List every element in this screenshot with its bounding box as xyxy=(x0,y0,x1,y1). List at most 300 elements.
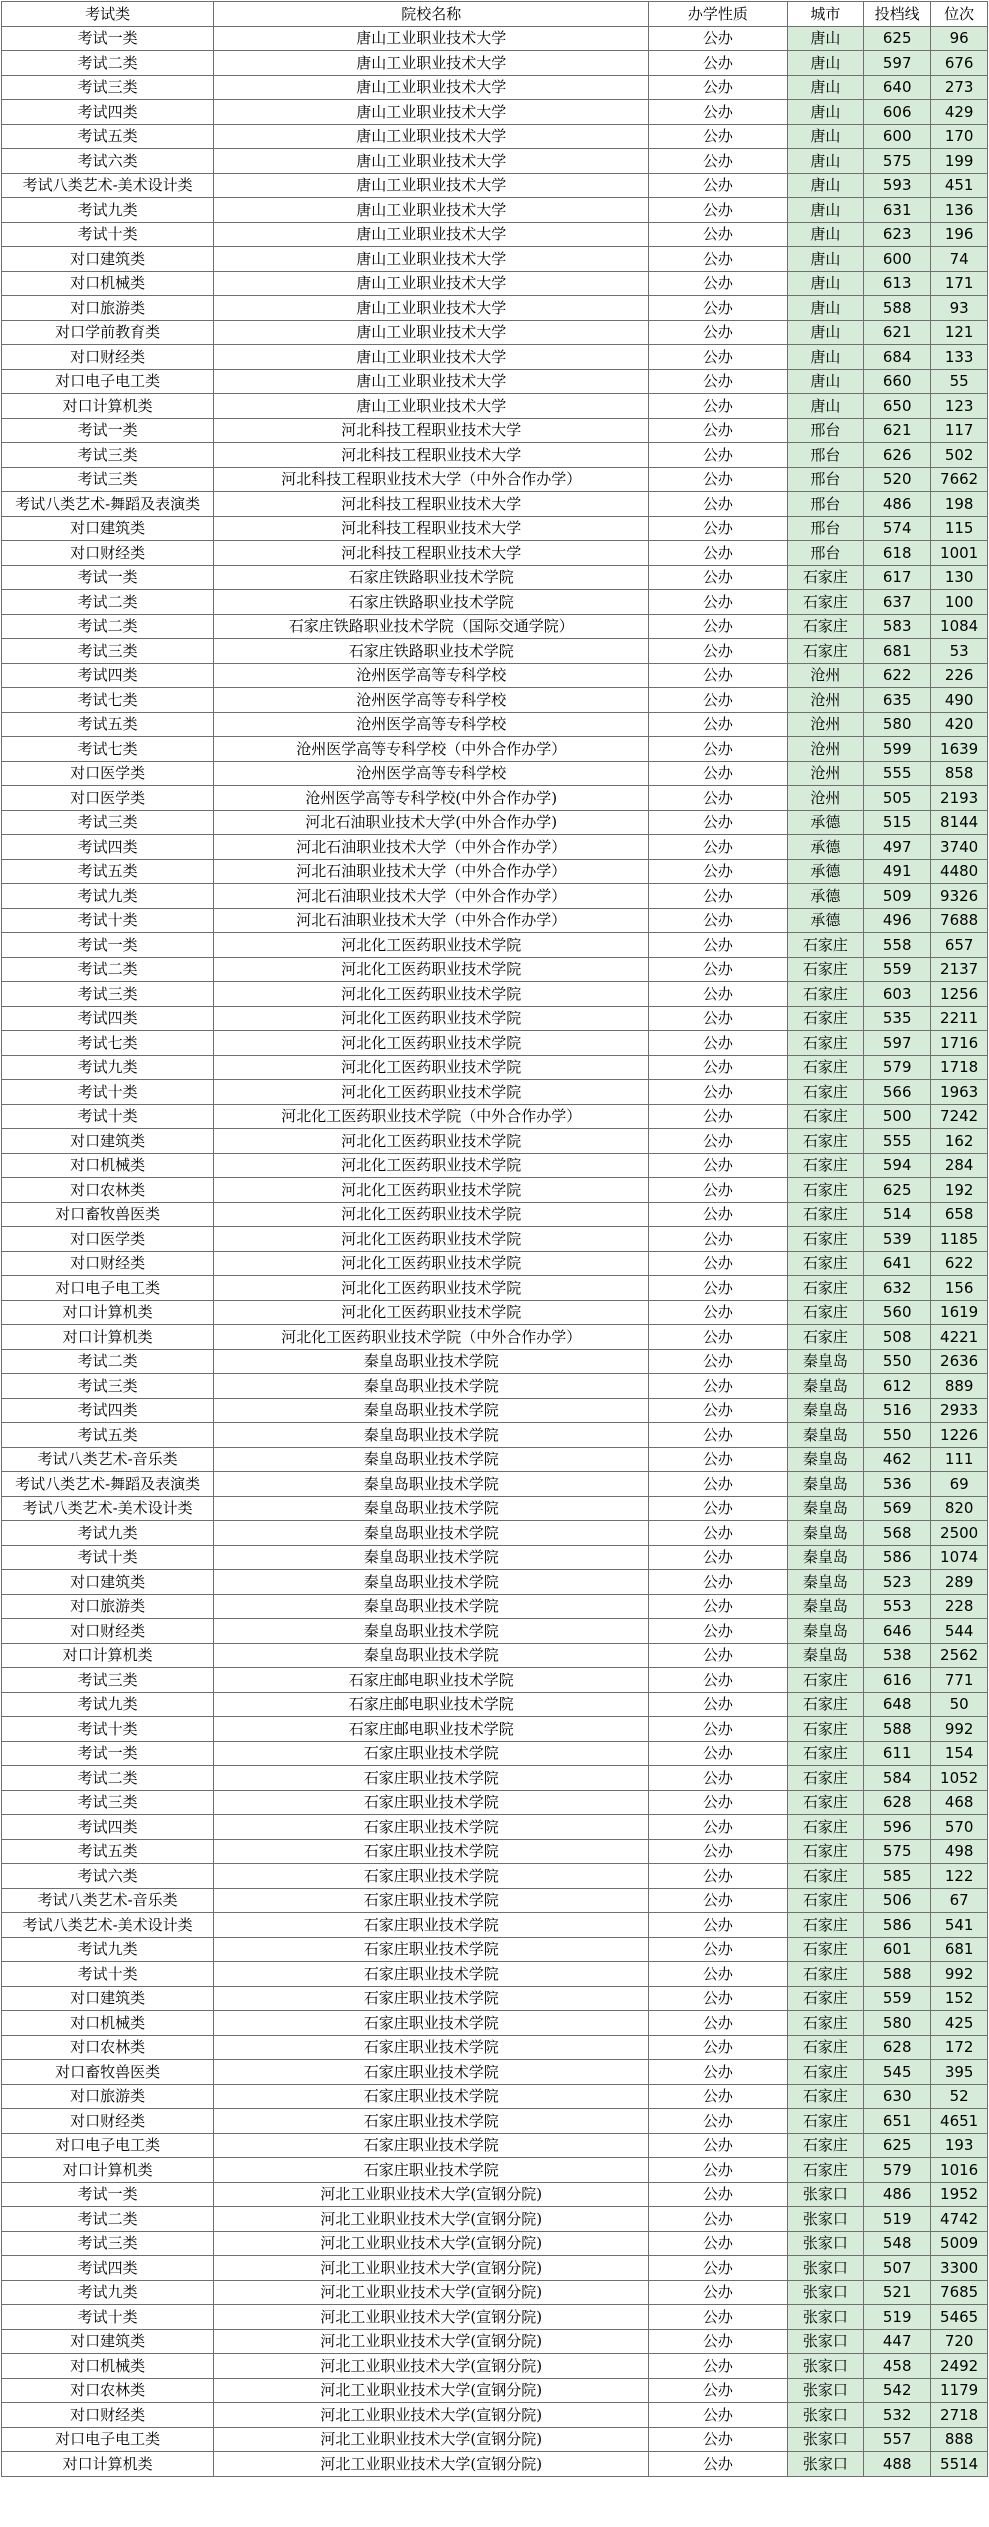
rank-cell: 152 xyxy=(931,1986,988,2011)
school-name-cell: 唐山工业职业技术大学 xyxy=(214,26,649,51)
admission-score-cell: 599 xyxy=(864,737,931,762)
exam-category-cell: 对口机械类 xyxy=(2,2011,214,2036)
school-type-cell: 公办 xyxy=(649,1447,787,1472)
school-type-cell: 公办 xyxy=(649,1423,787,1448)
school-type-cell: 公办 xyxy=(649,467,787,492)
table-row xyxy=(2,2133,988,2158)
city-cell: 石家庄 xyxy=(787,2060,863,2085)
school-type-cell: 公办 xyxy=(649,2158,787,2183)
school-name-cell: 河北工业职业技术大学(宣钢分院) xyxy=(214,2182,649,2207)
school-type-cell: 公办 xyxy=(649,835,787,860)
admission-score-cell: 553 xyxy=(864,1594,931,1619)
exam-category-cell: 对口电子电工类 xyxy=(2,369,214,394)
school-type-cell: 公办 xyxy=(649,1251,787,1276)
exam-category-cell: 对口畜牧兽医类 xyxy=(2,2060,214,2085)
school-name-cell: 河北化工医药职业技术学院 xyxy=(214,1080,649,1105)
city-cell: 石家庄 xyxy=(787,1325,863,1350)
school-name-cell: 唐山工业职业技术大学 xyxy=(214,51,649,76)
table-row xyxy=(2,149,988,174)
rank-cell: 420 xyxy=(931,712,988,737)
school-type-cell: 公办 xyxy=(649,1962,787,1987)
school-type-cell: 公办 xyxy=(649,2403,787,2428)
rank-cell: 541 xyxy=(931,1913,988,1938)
rank-cell: 284 xyxy=(931,1153,988,1178)
table-row xyxy=(2,1374,988,1399)
admission-score-cell: 519 xyxy=(864,2207,931,2232)
table-row xyxy=(2,1692,988,1717)
city-cell: 秦皇岛 xyxy=(787,1570,863,1595)
rank-cell: 192 xyxy=(931,1178,988,1203)
school-type-cell: 公办 xyxy=(649,1594,787,1619)
school-name-cell: 河北化工医药职业技术学院 xyxy=(214,1055,649,1080)
school-name-cell: 沧州医学高等专科学校 xyxy=(214,663,649,688)
school-name-cell: 河北科技工程职业技术大学（中外合作办学） xyxy=(214,467,649,492)
rank-cell: 8144 xyxy=(931,810,988,835)
school-name-cell: 秦皇岛职业技术学院 xyxy=(214,1570,649,1595)
exam-category-cell: 对口建筑类 xyxy=(2,1986,214,2011)
admission-score-cell: 600 xyxy=(864,124,931,149)
admission-score-cell: 628 xyxy=(864,2035,931,2060)
school-name-cell: 河北石油职业技术大学(中外合作办学) xyxy=(214,810,649,835)
school-name-cell: 唐山工业职业技术大学 xyxy=(214,345,649,370)
rank-cell: 1619 xyxy=(931,1300,988,1325)
table-row xyxy=(2,2158,988,2183)
rank-cell: 156 xyxy=(931,1276,988,1301)
admission-score-cell: 516 xyxy=(864,1398,931,1423)
admission-score-cell: 651 xyxy=(864,2109,931,2134)
rank-cell: 544 xyxy=(931,1619,988,1644)
table-row xyxy=(2,884,988,909)
school-name-cell: 石家庄职业技术学院 xyxy=(214,1839,649,1864)
admission-score-cell: 635 xyxy=(864,688,931,713)
table-row xyxy=(2,2109,988,2134)
city-cell: 石家庄 xyxy=(787,2109,863,2134)
school-name-cell: 唐山工业职业技术大学 xyxy=(214,124,649,149)
school-name-cell: 沧州医学高等专科学校(中外合作办学) xyxy=(214,786,649,811)
city-cell: 石家庄 xyxy=(787,2158,863,2183)
school-name-cell: 河北化工医药职业技术学院 xyxy=(214,1153,649,1178)
exam-category-cell: 考试一类 xyxy=(2,2182,214,2207)
city-cell: 沧州 xyxy=(787,712,863,737)
table-row xyxy=(2,1153,988,1178)
school-name-cell: 秦皇岛职业技术学院 xyxy=(214,1472,649,1497)
school-type-cell: 公办 xyxy=(649,394,787,419)
admission-score-cell: 650 xyxy=(864,394,931,419)
rank-cell: 3300 xyxy=(931,2256,988,2281)
school-type-cell: 公办 xyxy=(649,1178,787,1203)
exam-category-cell: 对口学前教育类 xyxy=(2,320,214,345)
school-type-cell: 公办 xyxy=(649,1349,787,1374)
school-name-cell: 石家庄职业技术学院 xyxy=(214,2011,649,2036)
admission-score-cell: 648 xyxy=(864,1692,931,1717)
rank-cell: 992 xyxy=(931,1717,988,1742)
city-cell: 秦皇岛 xyxy=(787,1374,863,1399)
rank-cell: 136 xyxy=(931,198,988,223)
exam-category-cell: 对口财经类 xyxy=(2,1251,214,1276)
school-name-cell: 石家庄职业技术学院 xyxy=(214,1937,649,1962)
school-type-cell: 公办 xyxy=(649,712,787,737)
table-row xyxy=(2,124,988,149)
header-exam-category: 考试类 xyxy=(2,2,214,27)
school-name-cell: 河北工业职业技术大学(宣钢分院) xyxy=(214,2378,649,2403)
exam-category-cell: 对口计算机类 xyxy=(2,1300,214,1325)
city-cell: 石家庄 xyxy=(787,1937,863,1962)
school-type-cell: 公办 xyxy=(649,320,787,345)
rank-cell: 53 xyxy=(931,639,988,664)
admission-score-cell: 597 xyxy=(864,1031,931,1056)
admission-score-cell: 539 xyxy=(864,1227,931,1252)
admission-score-cell: 507 xyxy=(864,2256,931,2281)
admission-score-cell: 593 xyxy=(864,173,931,198)
exam-category-cell: 考试一类 xyxy=(2,418,214,443)
rank-cell: 67 xyxy=(931,1888,988,1913)
school-type-cell: 公办 xyxy=(649,1766,787,1791)
admission-score-cell: 519 xyxy=(864,2305,931,2330)
rank-cell: 5514 xyxy=(931,2452,988,2477)
table-row xyxy=(2,2231,988,2256)
table-row xyxy=(2,1325,988,1350)
rank-cell: 992 xyxy=(931,1962,988,1987)
table-row xyxy=(2,2256,988,2281)
rank-cell: 123 xyxy=(931,394,988,419)
city-cell: 石家庄 xyxy=(787,565,863,590)
city-cell: 石家庄 xyxy=(787,933,863,958)
admission-score-cell: 622 xyxy=(864,663,931,688)
school-type-cell: 公办 xyxy=(649,1153,787,1178)
admission-score-cell: 545 xyxy=(864,2060,931,2085)
city-cell: 张家口 xyxy=(787,2403,863,2428)
table-row xyxy=(2,2060,988,2085)
exam-category-cell: 考试八类艺术-美术设计类 xyxy=(2,1913,214,1938)
exam-category-cell: 考试三类 xyxy=(2,982,214,1007)
exam-category-cell: 考试九类 xyxy=(2,884,214,909)
rank-cell: 198 xyxy=(931,492,988,517)
school-name-cell: 沧州医学高等专科学校 xyxy=(214,761,649,786)
table-row xyxy=(2,541,988,566)
admission-score-cell: 630 xyxy=(864,2084,931,2109)
table-row xyxy=(2,810,988,835)
table-row xyxy=(2,100,988,125)
exam-category-cell: 考试五类 xyxy=(2,1839,214,1864)
admission-score-cell: 486 xyxy=(864,492,931,517)
school-name-cell: 石家庄铁路职业技术学院 xyxy=(214,639,649,664)
rank-cell: 1952 xyxy=(931,2182,988,2207)
school-type-cell: 公办 xyxy=(649,1006,787,1031)
rank-cell: 7685 xyxy=(931,2280,988,2305)
city-cell: 秦皇岛 xyxy=(787,1447,863,1472)
school-type-cell: 公办 xyxy=(649,663,787,688)
city-cell: 承德 xyxy=(787,810,863,835)
school-name-cell: 石家庄职业技术学院 xyxy=(214,2060,649,2085)
school-type-cell: 公办 xyxy=(649,2182,787,2207)
admission-score-cell: 646 xyxy=(864,1619,931,1644)
admission-score-cell: 569 xyxy=(864,1496,931,1521)
exam-category-cell: 考试十类 xyxy=(2,1717,214,1742)
admission-score-cell: 606 xyxy=(864,100,931,125)
school-name-cell: 沧州医学高等专科学校 xyxy=(214,712,649,737)
rank-cell: 888 xyxy=(931,2427,988,2452)
exam-category-cell: 考试六类 xyxy=(2,1864,214,1889)
rank-cell: 154 xyxy=(931,1741,988,1766)
admission-score-cell: 621 xyxy=(864,320,931,345)
exam-category-cell: 考试十类 xyxy=(2,908,214,933)
table-row xyxy=(2,2084,988,2109)
city-cell: 石家庄 xyxy=(787,1276,863,1301)
school-type-cell: 公办 xyxy=(649,296,787,321)
admission-score-cell: 594 xyxy=(864,1153,931,1178)
school-type-cell: 公办 xyxy=(649,1717,787,1742)
rank-cell: 172 xyxy=(931,2035,988,2060)
exam-category-cell: 考试九类 xyxy=(2,1692,214,1717)
school-name-cell: 石家庄职业技术学院 xyxy=(214,1962,649,1987)
rank-cell: 4221 xyxy=(931,1325,988,1350)
admission-score-cell: 488 xyxy=(864,2452,931,2477)
school-type-cell: 公办 xyxy=(649,1227,787,1252)
header-rank: 位次 xyxy=(931,2,988,27)
admission-score-cell: 623 xyxy=(864,222,931,247)
exam-category-cell: 考试二类 xyxy=(2,614,214,639)
school-type-cell: 公办 xyxy=(649,2305,787,2330)
table-row xyxy=(2,590,988,615)
table-row xyxy=(2,345,988,370)
school-name-cell: 秦皇岛职业技术学院 xyxy=(214,1398,649,1423)
school-type-cell: 公办 xyxy=(649,2084,787,2109)
rank-cell: 658 xyxy=(931,1202,988,1227)
city-cell: 唐山 xyxy=(787,124,863,149)
admission-score-cell: 566 xyxy=(864,1080,931,1105)
admission-score-cell: 521 xyxy=(864,2280,931,2305)
admission-score-cell: 536 xyxy=(864,1472,931,1497)
rank-cell: 1074 xyxy=(931,1545,988,1570)
exam-category-cell: 考试八类艺术-美术设计类 xyxy=(2,173,214,198)
school-name-cell: 河北科技工程职业技术大学 xyxy=(214,443,649,468)
table-row xyxy=(2,247,988,272)
city-cell: 秦皇岛 xyxy=(787,1619,863,1644)
rank-cell: 889 xyxy=(931,1374,988,1399)
exam-category-cell: 考试六类 xyxy=(2,149,214,174)
school-name-cell: 河北工业职业技术大学(宣钢分院) xyxy=(214,2305,649,2330)
city-cell: 石家庄 xyxy=(787,1692,863,1717)
table-row xyxy=(2,394,988,419)
city-cell: 石家庄 xyxy=(787,1202,863,1227)
rank-cell: 1639 xyxy=(931,737,988,762)
school-type-cell: 公办 xyxy=(649,639,787,664)
city-cell: 唐山 xyxy=(787,51,863,76)
school-name-cell: 唐山工业职业技术大学 xyxy=(214,247,649,272)
table-row xyxy=(2,418,988,443)
rank-cell: 468 xyxy=(931,1790,988,1815)
school-type-cell: 公办 xyxy=(649,369,787,394)
header-school-name: 院校名称 xyxy=(214,2,649,27)
admission-score-cell: 520 xyxy=(864,467,931,492)
city-cell: 唐山 xyxy=(787,394,863,419)
admission-score-cell: 560 xyxy=(864,1300,931,1325)
admission-score-cell: 500 xyxy=(864,1104,931,1129)
rank-cell: 2193 xyxy=(931,786,988,811)
school-name-cell: 河北科技工程职业技术大学 xyxy=(214,516,649,541)
city-cell: 秦皇岛 xyxy=(787,1643,863,1668)
city-cell: 邢台 xyxy=(787,418,863,443)
admission-score-cell: 550 xyxy=(864,1349,931,1374)
rank-cell: 395 xyxy=(931,2060,988,2085)
exam-category-cell: 对口旅游类 xyxy=(2,2084,214,2109)
table-row xyxy=(2,614,988,639)
city-cell: 沧州 xyxy=(787,786,863,811)
exam-category-cell: 考试二类 xyxy=(2,1766,214,1791)
city-cell: 石家庄 xyxy=(787,1300,863,1325)
table-row xyxy=(2,516,988,541)
rank-cell: 820 xyxy=(931,1496,988,1521)
school-type-cell: 公办 xyxy=(649,1741,787,1766)
table-row xyxy=(2,173,988,198)
school-type-cell: 公办 xyxy=(649,2207,787,2232)
rank-cell: 2211 xyxy=(931,1006,988,1031)
school-name-cell: 河北化工医药职业技术学院 xyxy=(214,1178,649,1203)
school-type-cell: 公办 xyxy=(649,1202,787,1227)
table-row xyxy=(2,467,988,492)
school-type-cell: 公办 xyxy=(649,1521,787,1546)
city-cell: 石家庄 xyxy=(787,2035,863,2060)
exam-category-cell: 考试十类 xyxy=(2,1104,214,1129)
school-type-cell: 公办 xyxy=(649,443,787,468)
table-row xyxy=(2,443,988,468)
exam-category-cell: 考试二类 xyxy=(2,590,214,615)
rank-cell: 111 xyxy=(931,1447,988,1472)
rank-cell: 2636 xyxy=(931,1349,988,1374)
exam-category-cell: 对口财经类 xyxy=(2,1619,214,1644)
table-row xyxy=(2,786,988,811)
exam-category-cell: 考试三类 xyxy=(2,467,214,492)
admission-score-cell: 555 xyxy=(864,1129,931,1154)
school-name-cell: 石家庄职业技术学院 xyxy=(214,2133,649,2158)
exam-category-cell: 考试三类 xyxy=(2,1668,214,1693)
exam-category-cell: 考试七类 xyxy=(2,1031,214,1056)
exam-category-cell: 对口计算机类 xyxy=(2,1643,214,1668)
city-cell: 石家庄 xyxy=(787,639,863,664)
school-type-cell: 公办 xyxy=(649,2060,787,2085)
school-name-cell: 河北工业职业技术大学(宣钢分院) xyxy=(214,2256,649,2281)
exam-category-cell: 考试八类艺术-舞蹈及表演类 xyxy=(2,492,214,517)
school-name-cell: 石家庄邮电职业技术学院 xyxy=(214,1692,649,1717)
rank-cell: 1718 xyxy=(931,1055,988,1080)
exam-category-cell: 考试三类 xyxy=(2,810,214,835)
table-row xyxy=(2,2427,988,2452)
school-name-cell: 唐山工业职业技术大学 xyxy=(214,75,649,100)
admission-score-cell: 505 xyxy=(864,786,931,811)
school-name-cell: 石家庄铁路职业技术学院（国际交通学院） xyxy=(214,614,649,639)
school-name-cell: 河北工业职业技术大学(宣钢分院) xyxy=(214,2403,649,2428)
city-cell: 唐山 xyxy=(787,271,863,296)
exam-category-cell: 考试九类 xyxy=(2,2280,214,2305)
table-row xyxy=(2,1251,988,1276)
table-row xyxy=(2,1300,988,1325)
school-type-cell: 公办 xyxy=(649,198,787,223)
city-cell: 唐山 xyxy=(787,198,863,223)
rank-cell: 1179 xyxy=(931,2378,988,2403)
city-cell: 石家庄 xyxy=(787,1104,863,1129)
exam-category-cell: 考试三类 xyxy=(2,2231,214,2256)
table-row xyxy=(2,271,988,296)
school-type-cell: 公办 xyxy=(649,2354,787,2379)
admission-score-cell: 559 xyxy=(864,957,931,982)
city-cell: 邢台 xyxy=(787,541,863,566)
city-cell: 石家庄 xyxy=(787,590,863,615)
school-name-cell: 河北化工医药职业技术学院 xyxy=(214,1276,649,1301)
rank-cell: 289 xyxy=(931,1570,988,1595)
rank-cell: 1052 xyxy=(931,1766,988,1791)
admission-score-cell: 580 xyxy=(864,2011,931,2036)
school-type-cell: 公办 xyxy=(649,100,787,125)
school-type-cell: 公办 xyxy=(649,2256,787,2281)
exam-category-cell: 考试四类 xyxy=(2,835,214,860)
school-name-cell: 河北化工医药职业技术学院 xyxy=(214,1251,649,1276)
exam-category-cell: 考试二类 xyxy=(2,957,214,982)
school-name-cell: 石家庄职业技术学院 xyxy=(214,2035,649,2060)
school-type-cell: 公办 xyxy=(649,1570,787,1595)
school-type-cell: 公办 xyxy=(649,2452,787,2477)
admission-score-cell: 625 xyxy=(864,1178,931,1203)
table-row xyxy=(2,222,988,247)
school-type-cell: 公办 xyxy=(649,737,787,762)
city-cell: 唐山 xyxy=(787,369,863,394)
exam-category-cell: 考试九类 xyxy=(2,198,214,223)
school-name-cell: 唐山工业职业技术大学 xyxy=(214,149,649,174)
header-row xyxy=(2,2,988,27)
city-cell: 秦皇岛 xyxy=(787,1349,863,1374)
school-name-cell: 河北科技工程职业技术大学 xyxy=(214,418,649,443)
exam-category-cell: 对口建筑类 xyxy=(2,247,214,272)
city-cell: 邢台 xyxy=(787,467,863,492)
school-type-cell: 公办 xyxy=(649,2133,787,2158)
school-name-cell: 河北科技工程职业技术大学 xyxy=(214,541,649,566)
city-cell: 邢台 xyxy=(787,443,863,468)
exam-category-cell: 对口建筑类 xyxy=(2,2329,214,2354)
table-row xyxy=(2,75,988,100)
admission-score-cell: 584 xyxy=(864,1766,931,1791)
admission-score-cell: 579 xyxy=(864,1055,931,1080)
school-name-cell: 石家庄铁路职业技术学院 xyxy=(214,565,649,590)
school-name-cell: 河北工业职业技术大学(宣钢分院) xyxy=(214,2452,649,2477)
rank-cell: 2562 xyxy=(931,1643,988,1668)
exam-category-cell: 考试十类 xyxy=(2,1080,214,1105)
school-type-cell: 公办 xyxy=(649,1300,787,1325)
admission-score-cell: 462 xyxy=(864,1447,931,1472)
school-type-cell: 公办 xyxy=(649,859,787,884)
table-row xyxy=(2,1619,988,1644)
exam-category-cell: 考试八类艺术-音乐类 xyxy=(2,1888,214,1913)
school-type-cell: 公办 xyxy=(649,1913,787,1938)
city-cell: 张家口 xyxy=(787,2452,863,2477)
city-cell: 张家口 xyxy=(787,2378,863,2403)
admission-score-cell: 538 xyxy=(864,1643,931,1668)
city-cell: 邢台 xyxy=(787,516,863,541)
table-row xyxy=(2,1913,988,1938)
table-row xyxy=(2,2011,988,2036)
table-row xyxy=(2,1570,988,1595)
school-type-cell: 公办 xyxy=(649,2011,787,2036)
city-cell: 张家口 xyxy=(787,2280,863,2305)
school-type-cell: 公办 xyxy=(649,1815,787,1840)
table-row xyxy=(2,933,988,958)
table-row xyxy=(2,1717,988,1742)
city-cell: 唐山 xyxy=(787,173,863,198)
school-name-cell: 石家庄职业技术学院 xyxy=(214,1913,649,1938)
school-name-cell: 唐山工业职业技术大学 xyxy=(214,369,649,394)
admission-score-cell: 509 xyxy=(864,884,931,909)
school-name-cell: 秦皇岛职业技术学院 xyxy=(214,1374,649,1399)
city-cell: 承德 xyxy=(787,908,863,933)
rank-cell: 451 xyxy=(931,173,988,198)
